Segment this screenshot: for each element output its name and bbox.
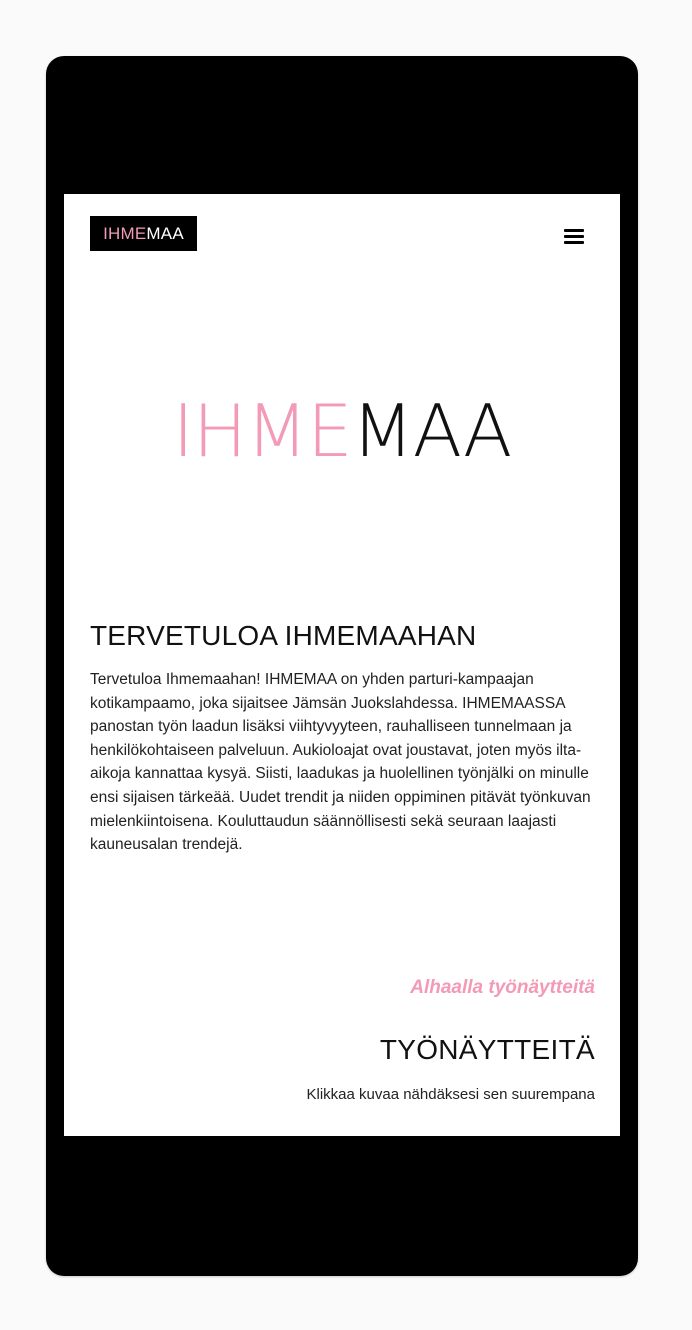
welcome-text: Tervetuloa Ihmemaahan! IHMEMAA on yhden parturi-kampaajan kotikampaamo, joka sijaitsee Jämsän Juokslahdessa. IHMEMAASSA panostan työn laadun lisäksi viihtyvyyteen, rauhalliseen tunnelmaan ja henkilökohtaiseen palveluun. Aukioloajat ovat joustavat, joten myös ilta-aikoja kannattaa kysyä. Siisti, laadukas ja huolellinen työnjälki on minulle ensi sijaisen tärkeää. Uudet trendit ja niiden oppiminen pitävät työnkuvan mielenkiintoisena. Kouluttaudun säännöllisesti sekä seuraan laajasti kauneusalan trendejä. <box>90 671 591 854</box>
menu-bar-middle <box>564 235 584 238</box>
welcome-heading: TERVETULOA IHMEMAAHAN <box>90 620 477 651</box>
samples-heading: TYÖNÄYTTEITÄ <box>379 1034 595 1065</box>
samples-caption: Klikkaa kuvaa nähdäksesi sen suurempana <box>306 1086 595 1103</box>
site-logo[interactable] <box>90 216 197 251</box>
menu-bar-top <box>564 229 584 232</box>
hero-title <box>64 386 620 476</box>
phone-screen <box>64 194 620 1136</box>
menu-bar-bottom <box>564 241 584 244</box>
logo-part-white: MAA <box>146 223 184 243</box>
hero-title-dark: MAA <box>351 389 512 473</box>
hamburger-menu-icon[interactable] <box>564 228 584 246</box>
samples-anchor-link[interactable]: Alhaalla työnäytteitä <box>410 977 595 998</box>
hero-title-pink: IHME <box>172 389 352 473</box>
logo-part-pink: IHME <box>103 223 147 243</box>
